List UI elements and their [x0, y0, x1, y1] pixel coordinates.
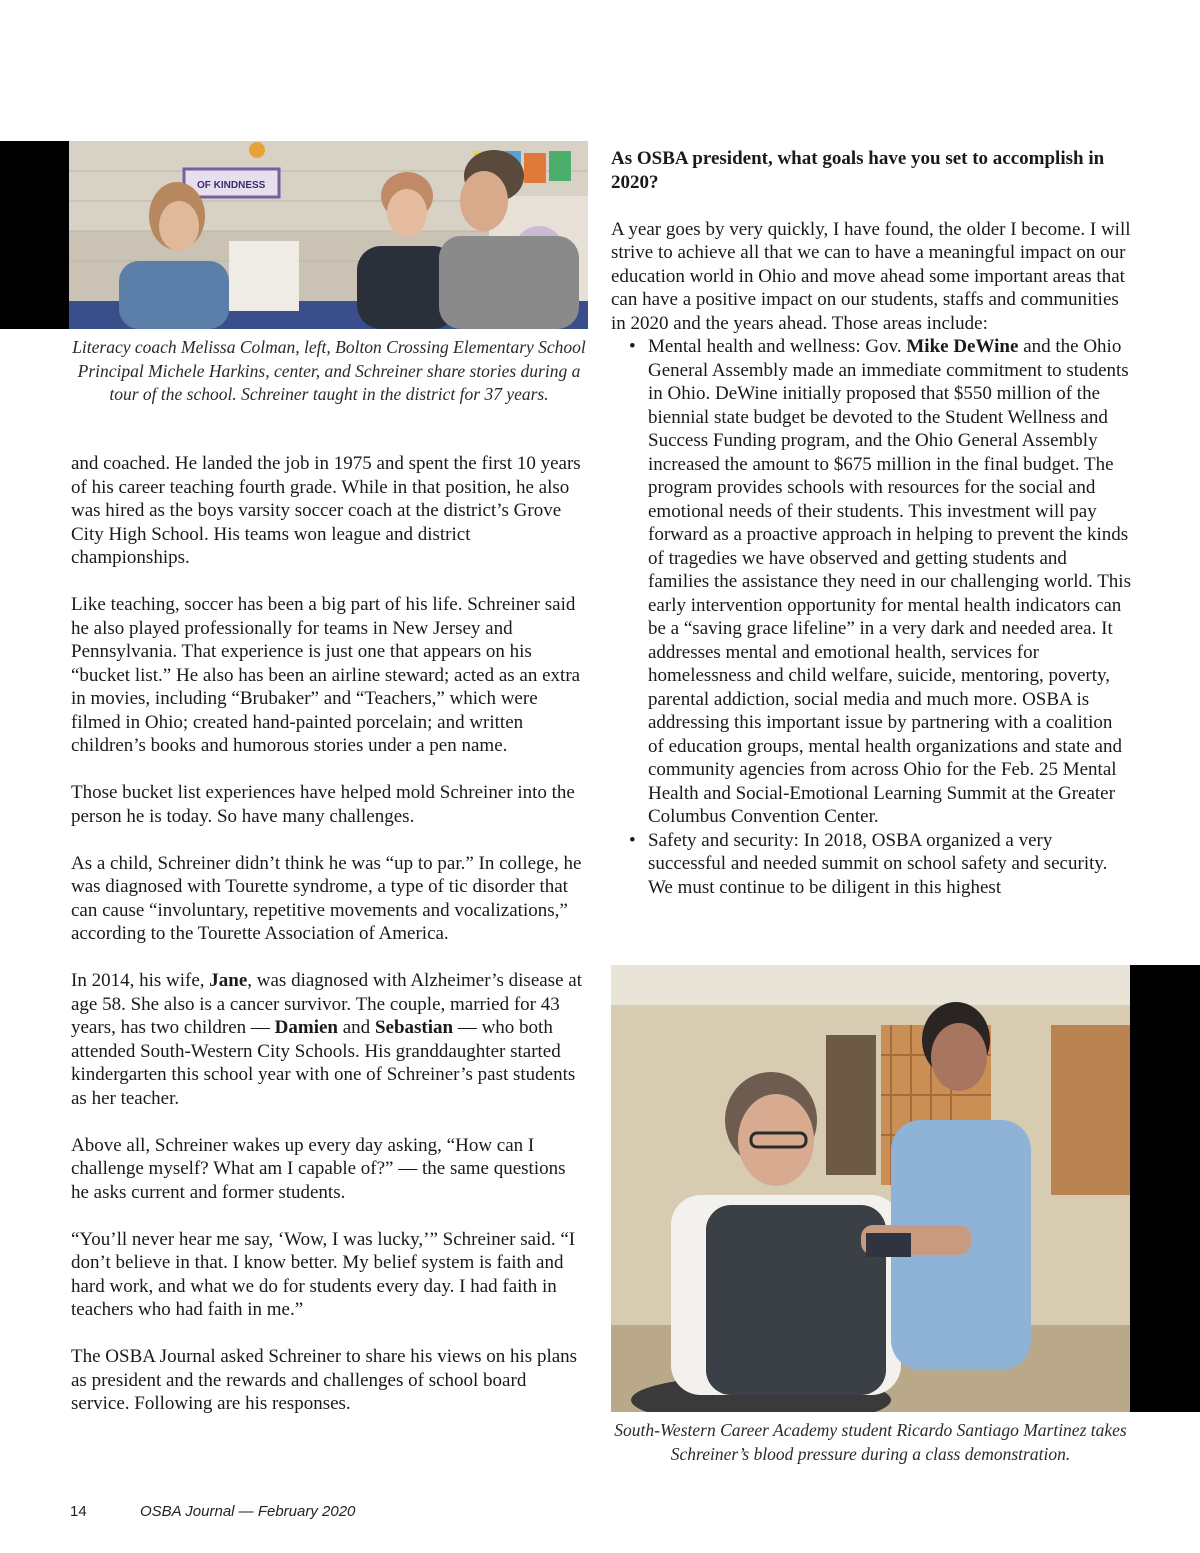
photo-school-tour [69, 141, 588, 329]
photo-blood-pressure [611, 965, 1130, 1412]
name-jane: Jane [209, 970, 248, 991]
name-damien: Damien [274, 1017, 338, 1038]
page-number: 14 [70, 1503, 87, 1520]
right-edge-tab [1130, 965, 1200, 1412]
paragraph [71, 969, 587, 1110]
text-run: — who both attended South-Western City Schools. His granddaughter started kindergarten this school year with one of Schreiner’s past students as her teacher. [71, 1017, 576, 1109]
paragraph: As a child, Schreiner didn’t think he was “up to par.” In college, he was diagnosed with Tourette syndrome, a type of tic disorder that can cause “involuntary, repetitive movements and vocalizations,” according to the Tourette Association of America. [71, 852, 582, 944]
text-run: and the Ohio General Assembly made an immediate commitment to students in Ohio. DeWine initially proposed that $550 million of the biennial state budget be devoted to the Student Wellness and Success Funding program, and the Ohio General Assembly increased the amount to $675 million in the final budget. The program provides schools with resources for the social and emotional needs of their students. This investment will pay forward as a proactive approach in helping to prevent the kinds of tragedies we have observed and getting students and families the assistance they need in our challenging world. This early intervention opportunity for mental health indicators can be a “saving grace lifeline” in a very dark and needed area. It addresses mental and emotional health, services for homelessness and child welfare, suicide, mentoring, poverty, parental addiction, social media and much more. OSBA is addressing this important issue by partnering with a coalition of education groups, mental health organizations and state and community agencies from across Ohio for the Feb. 25 Mental Health and Social-Emotional Learning Summit at the Greater Columbus Convention Center. [648, 336, 1131, 827]
text-run: and [338, 1017, 375, 1038]
list-item: • Safety and security: In 2018, OSBA organized a very successful and needed summit on school safety and security. We must continue to be diligent in this highest [611, 829, 1131, 900]
paragraph: The OSBA Journal asked Schreiner to share his views on his plans as president and the rewards and challenges of school board service. Following are his responses. [71, 1346, 578, 1414]
paragraph: Those bucket list experiences have helped mold Schreiner into the person he is today. So have many challenges. [71, 782, 575, 827]
right-column [611, 147, 1131, 899]
photo2-caption: South-Western Career Academy student Ricardo Santiago Martinez takes Schreiner’s blood pressure during a class demonstration. [614, 1420, 1127, 1464]
text-run: Mental health and wellness: Gov. [648, 336, 907, 357]
paragraph: Above all, Schreiner wakes up every day asking, “How can I challenge myself? What am I capable of?” — the same questions he asks current and former students. [71, 1134, 566, 1203]
intro-paragraph: A year goes by very quickly, I have found, the older I become. I will strive to achieve all that we can to have a meaningful impact on our education world in Ohio and move ahead some important areas that can have a positive impact on our students, staffs and communities in 2020 and the years ahead. Those areas include: [611, 218, 1131, 334]
section-heading: As OSBA president, what goals have you set to accomplish in 2020? [611, 148, 1105, 193]
name-mike-dewine: Mike DeWine [906, 336, 1019, 357]
text-run: , was diagnosed with Alzheimer’s disease at age 58. She also is a cancer survivor. The couple, married for 43 years, has two children — [71, 970, 582, 1038]
photo1-caption: Literacy coach Melissa Colman, left, Bolton Crossing Elementary School Principal Michele Harkins, center, and Schreiner share stories during a tour of the school. Schreiner taught in the district for 37 years. [72, 337, 586, 404]
name-sebastian: Sebastian [374, 1017, 454, 1038]
left-column [71, 452, 587, 1439]
text-run: In 2014, his wife, [71, 970, 210, 991]
paragraph: Like teaching, soccer has been a big part of his life. Schreiner said he also played professionally for teams in New Jersey and Pennsylvania. That experience is just one that appears on his “bucket list.” He also has been an airline steward; acted as an extra in movies, including “Brubaker” and “Teachers,” which were filmed in Ohio; created hand-painted porcelain; and written children’s books and humorous stories under a pen name. [71, 594, 581, 756]
list-item [611, 335, 1131, 829]
paragraph: and coached. He landed the job in 1975 and spent the first 10 years of his career teaching fourth grade. While in that position, he also was hired as the boys varsity soccer coach at the district’s Grove City High School. His teams won league and district championships. [71, 453, 581, 568]
kindness-banner: OF KINDNESS [197, 180, 266, 191]
paragraph: “You’ll never hear me say, ‘Wow, I was lucky,’” Schreiner said. “I don’t believe in that. I know better. My belief system is faith and hard work, and what we do for students every day. I had faith in teachers who had faith in me.” [71, 1228, 576, 1320]
left-edge-tab [0, 141, 69, 329]
goals-list [611, 335, 1131, 899]
journal-name: OSBA Journal — February 2020 [140, 1503, 356, 1520]
